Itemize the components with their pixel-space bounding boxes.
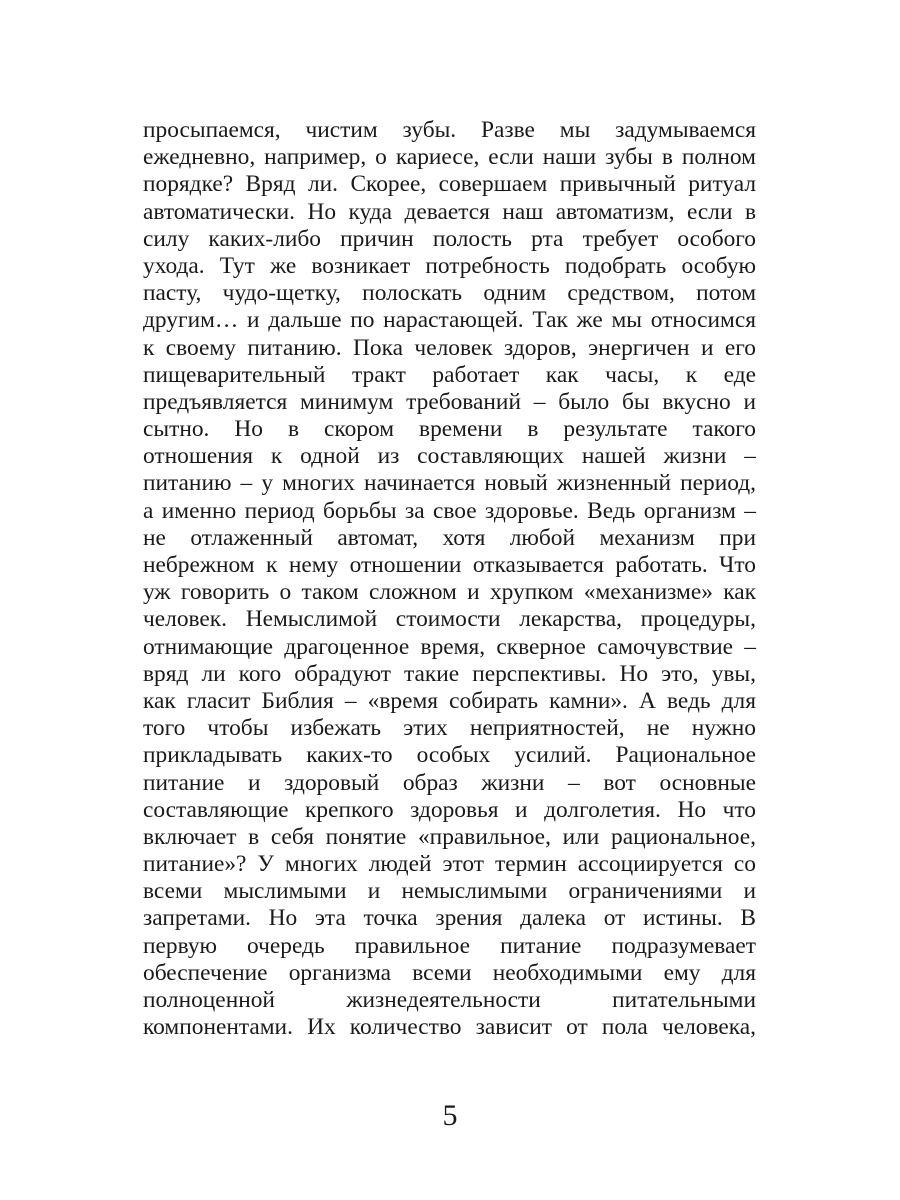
body-text [143,117,756,1041]
text-line: всеми мыслимыми и немыслимыми ограничениями и [143,878,756,905]
text-line: порядке? Вряд ли. Скорее, совершаем привычный ритуал [143,171,756,198]
text-line: человек. Немыслимой стоимости лекарства, процедуры, [143,606,756,633]
text-line: как гласит Библия – «время собирать камни». А ведь для [143,687,756,714]
text-line: пищеварительный тракт работает как часы, к еде [143,361,756,388]
text-line: просыпаемся, чистим зубы. Разве мы задумываемся [143,117,756,143]
text-line: сытно. Но в скором времени в результате такого [143,416,756,443]
text-line: питание и здоровый образ жизни – вот основные [143,769,756,796]
text-line: ежедневно, например, о кариесе, если наши зубы в полном [143,144,756,171]
text-line: не отлаженный автомат, хотя любой механизм при [143,524,756,551]
text-line: первую очередь правильное питание подразумевает [143,932,756,959]
text-line: включает в себя понятие «правильное, или рациональное, [143,823,756,850]
text-line: питанию – у многих начинается новый жизненный период, [143,470,756,497]
text-line: отнимающие драгоценное время, скверное самочувствие – [143,633,756,660]
text-line: к своему питанию. Пока человек здоров, энергичен и его [143,334,756,361]
text-line: ухода. Тут же возникает потребность подобрать особую [143,252,756,279]
text-line: того чтобы избежать этих неприятностей, не нужно [143,715,756,742]
text-line: обеспечение организма всеми необходимыми ему для [143,959,756,986]
text-line: составляющие крепкого здоровья и долголетия. Но что [143,796,756,823]
text-line: уж говорить о таком сложном и хрупком «механизме» как [143,579,756,606]
page-number: 5 [442,1099,458,1132]
text-line: силу каких-либо причин полость рта требует особого [143,225,756,252]
text-line: вряд ли кого обрадуют такие перспективы. Но это, увы, [143,660,756,687]
text-line: отношения к одной из составляющих нашей жизни – [143,443,756,470]
text-line: компонентами. Их количество зависит от пола человека, [143,1014,756,1041]
text-line: пасту, чудо-щетку, полоскать одним средством, потом [143,280,756,307]
text-line: прикладывать каких-то особых усилий. Рациональное [143,742,756,769]
text-line: другим… и дальше по нарастающей. Так же мы относимся [143,307,756,334]
text-line: автоматически. Но куда девается наш автоматизм, если в [143,198,756,225]
text-line: предъявляется минимум требований – было бы вкусно и [143,388,756,415]
text-line: запретами. Но эта точка зрения далека от истины. В [143,905,756,932]
text-line: а именно период борьбы за свое здоровье. Ведь организм – [143,497,756,524]
text-line: питание»? У многих людей этот термин ассоциируется со [143,851,756,878]
text-line: небрежном к нему отношении отказывается работать. Что [143,552,756,578]
text-line: полноценной жизнедеятельности питательными [143,987,756,1013]
